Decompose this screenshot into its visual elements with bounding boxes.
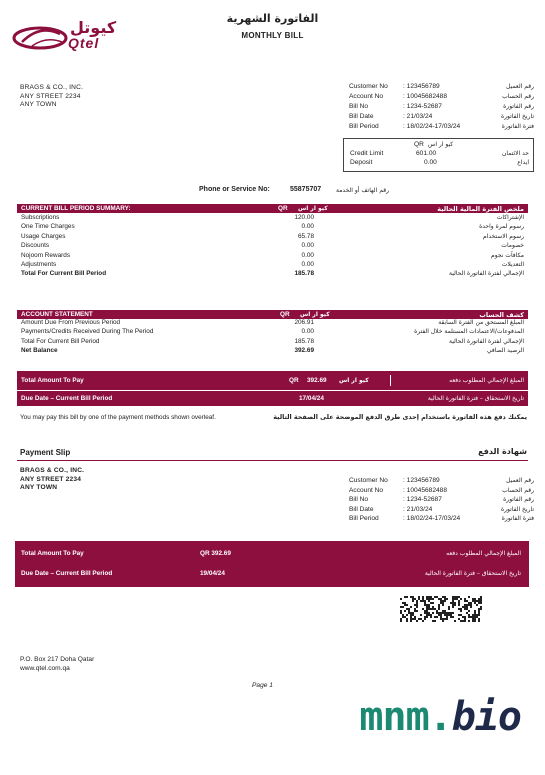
statement-net-balance-row bbox=[17, 347, 528, 356]
barcode-icon bbox=[400, 596, 482, 622]
statement-table bbox=[17, 319, 528, 357]
info-value: : 18/02/24-17/03/24 bbox=[403, 123, 461, 130]
summary-row bbox=[17, 223, 528, 232]
info-value: : 10045682488 bbox=[403, 93, 448, 100]
statement-row bbox=[17, 328, 528, 337]
info-label-ar: فترة الفاتورة bbox=[501, 515, 534, 523]
summary-label-ar: رسوم لمرة واحدة bbox=[479, 223, 524, 231]
summary-value: 0.00 bbox=[301, 260, 314, 268]
statement-value: 185.78 bbox=[294, 337, 314, 345]
divider-line bbox=[17, 460, 528, 461]
info-label: Bill Date bbox=[349, 113, 374, 120]
info-label-ar: رقم العميل bbox=[506, 83, 534, 90]
statement-label: Amount Due From Previous Period bbox=[21, 319, 121, 326]
summary-row bbox=[17, 242, 528, 251]
statement-header-currency: QR bbox=[280, 311, 290, 318]
deposit-value: 0.00 bbox=[424, 159, 437, 166]
summary-value: 120.00 bbox=[294, 214, 314, 221]
slip-due-label-ar: تاريخ الاستحقاق – فترة الفاتورة الحالية bbox=[424, 570, 521, 577]
summary-header-title: CURRENT BILL PERIOD SUMMARY: bbox=[21, 205, 131, 212]
info-label: Customer No bbox=[349, 83, 388, 90]
statement-header bbox=[17, 310, 528, 319]
slip-total-label-ar: المبلغ الإجمالي المطلوب دفعه bbox=[446, 550, 521, 557]
bill-title-arabic: الفاتورة الشهرية bbox=[226, 12, 319, 25]
info-value: : 10045682488 bbox=[403, 486, 448, 494]
statement-value: 206.91 bbox=[294, 319, 314, 326]
info-row bbox=[349, 93, 534, 103]
summary-label: Total For Current Bill Period bbox=[21, 270, 107, 278]
account-info bbox=[349, 83, 534, 133]
summary-label-ar: الإشتراكات bbox=[496, 214, 524, 221]
summary-label: Nojoom Rewards bbox=[21, 251, 71, 259]
summary-label-ar: خصومات bbox=[501, 242, 524, 250]
address-line: ANY STREET 2234 bbox=[20, 475, 82, 483]
phone-label-ar: رقم الهاتف أو الخدمة bbox=[336, 187, 389, 194]
summary-value: 0.00 bbox=[301, 242, 314, 250]
info-label-ar: رقم الفاتورة bbox=[503, 103, 534, 110]
summary-value: 0.00 bbox=[301, 251, 314, 259]
deposit-label: Deposit bbox=[350, 159, 373, 166]
total-amount-label: Total Amount To Pay bbox=[21, 377, 84, 384]
summary-header bbox=[17, 204, 528, 213]
due-date-band bbox=[17, 391, 528, 406]
summary-header-currency-ar: كيو ار اس bbox=[298, 205, 328, 212]
slip-account-info bbox=[349, 477, 534, 525]
statement-header-title: ACCOUNT STATEMENT bbox=[21, 311, 93, 318]
info-label-ar: تاريخ الفاتورة bbox=[500, 113, 534, 120]
summary-header-ar: ملخص الفترة المالية الحالية bbox=[437, 205, 524, 213]
slip-amount-panel bbox=[15, 541, 529, 587]
info-label-ar: تاريخ الفاتورة bbox=[500, 505, 534, 513]
credit-limit-label: Credit Limit bbox=[350, 150, 384, 157]
info-value: : 18/02/24-17/03/24 bbox=[403, 515, 461, 523]
summary-row bbox=[17, 252, 528, 261]
statement-value: 392.69 bbox=[294, 347, 314, 355]
info-label: Bill No bbox=[349, 103, 369, 110]
summary-row bbox=[17, 233, 528, 242]
summary-header-currency: QR bbox=[278, 205, 288, 212]
info-label: Bill No bbox=[349, 496, 369, 504]
payment-note: You may pay this bill by one of the payment methods shown overleaf. bbox=[20, 414, 216, 421]
slip-due-value: 19/04/24 bbox=[200, 570, 225, 577]
address-line: ANY TOWN bbox=[20, 484, 58, 491]
credit-limit-label-ar: حد الائتمان bbox=[501, 150, 529, 157]
total-amount-currency-ar: كيو ار اس bbox=[339, 377, 369, 384]
due-date-value: 17/04/24 bbox=[299, 395, 324, 402]
info-row bbox=[349, 515, 534, 525]
address-line: BRAGS & CO., INC. bbox=[20, 467, 85, 474]
statement-label-ar: المبلغ المستحق من الفترة السابقة bbox=[438, 319, 524, 326]
logo-arabic-text: كيوتل bbox=[70, 18, 117, 37]
info-label: Bill Period bbox=[349, 515, 379, 523]
statement-label: Total For Current Bill Period bbox=[21, 337, 100, 345]
statement-label: Net Balance bbox=[21, 347, 58, 355]
summary-label-ar: رسوم الاستخدام bbox=[483, 232, 524, 240]
info-row bbox=[349, 83, 534, 93]
address-line: ANY TOWN bbox=[20, 101, 57, 108]
summary-label: Discounts bbox=[21, 242, 50, 250]
summary-value: 0.00 bbox=[301, 223, 314, 231]
statement-label-ar: المدفوعات/الاعتمادات المستلمة خلال الفترة bbox=[414, 328, 524, 336]
statement-label: Payments/Credits Received During The Period bbox=[21, 328, 154, 336]
statement-header-currency-ar: كيو ار اس bbox=[300, 311, 330, 318]
total-amount-value: 392.69 bbox=[307, 377, 327, 384]
summary-label-ar: مكافآت نجوم bbox=[491, 251, 524, 259]
address-line: BRAGS & CO., INC. bbox=[20, 84, 84, 91]
info-label: Account No bbox=[349, 486, 384, 494]
summary-label: Subscriptions bbox=[21, 214, 60, 221]
logo-english-text: Qtel bbox=[68, 35, 100, 51]
summary-row bbox=[17, 261, 528, 270]
credit-currency: QR bbox=[414, 141, 424, 148]
statement-label-ar: الرصيد الصافي bbox=[486, 347, 524, 355]
page-number: Page 1 bbox=[252, 682, 273, 689]
customer-address bbox=[20, 84, 83, 110]
watermark-part2: bio bbox=[451, 694, 521, 740]
info-row bbox=[349, 123, 534, 133]
statement-value: 0.00 bbox=[301, 328, 314, 336]
info-row bbox=[349, 506, 534, 516]
address-line: ANY STREET 2234 bbox=[20, 92, 81, 100]
summary-label: Usage Charges bbox=[21, 232, 66, 240]
payment-slip-title-ar: شهادة الدفع bbox=[478, 447, 527, 456]
info-label: Bill Date bbox=[349, 505, 374, 513]
info-row bbox=[349, 477, 534, 487]
summary-label: Adjustments bbox=[21, 260, 57, 268]
total-amount-label-ar: المبلغ الإجمالي المطلوب دفعه bbox=[449, 377, 524, 384]
phone-label: Phone or Service No: bbox=[199, 186, 270, 193]
statement-label-ar: الإجمالي لفترة الفاتورة الحالية bbox=[449, 337, 524, 345]
credit-limit-value: 601.00 bbox=[416, 150, 437, 157]
summary-value: 185.78 bbox=[294, 270, 314, 278]
summary-table bbox=[17, 214, 528, 280]
statement-header-ar: كشف الحساب bbox=[479, 311, 524, 319]
summary-label-ar: التعديلات bbox=[501, 260, 524, 268]
info-row bbox=[349, 496, 534, 506]
info-label-ar: فترة الفاتورة bbox=[501, 123, 534, 130]
deposit-label-ar: ايداع bbox=[517, 159, 529, 166]
info-label: Account No bbox=[349, 93, 384, 100]
slip-due-label: Due Date – Current Bill Period bbox=[21, 570, 113, 577]
total-amount-band bbox=[17, 371, 528, 390]
due-date-label: Due Date – Current Bill Period bbox=[21, 395, 113, 402]
info-value: : 1234-52687 bbox=[403, 496, 442, 504]
slip-total-label: Total Amount To Pay bbox=[21, 550, 84, 557]
credit-currency-ar: كيو ار اس bbox=[428, 141, 454, 148]
info-label: Customer No bbox=[349, 477, 388, 484]
phone-number: 55875707 bbox=[290, 186, 322, 193]
info-label-ar: رقم الفاتورة bbox=[503, 496, 534, 504]
payment-note-ar: يمكنك دفع هذه الفاتورة باستخدام إحدى طرق الدفع الموضحة على الصفحة التالية bbox=[273, 413, 527, 421]
band-divider bbox=[390, 375, 391, 386]
info-label-ar: رقم الحساب bbox=[502, 93, 534, 100]
info-label: Bill Period bbox=[349, 123, 379, 130]
info-value: : 21/03/24 bbox=[403, 113, 433, 120]
watermark-part1: mnm. bbox=[359, 694, 452, 740]
website: www.qtel.com.qa bbox=[20, 665, 70, 672]
info-label-ar: رقم العميل bbox=[506, 477, 534, 484]
total-amount-currency: QR bbox=[289, 377, 299, 384]
info-value: : 21/03/24 bbox=[403, 505, 433, 513]
payment-slip-title: Payment Slip bbox=[20, 448, 71, 457]
info-value: : 1234-52687 bbox=[403, 103, 442, 110]
info-label-ar: رقم الحساب bbox=[502, 486, 534, 494]
summary-value: 65.78 bbox=[298, 232, 314, 240]
due-date-label-ar: تاريخ الاستحقاق – فترة الفاتورة الحالية bbox=[427, 395, 524, 402]
info-value: : 123456789 bbox=[403, 83, 440, 90]
credit-limit-box bbox=[343, 138, 534, 172]
info-row bbox=[349, 487, 534, 497]
info-row bbox=[349, 113, 534, 123]
watermark-logo bbox=[359, 694, 521, 740]
summary-row bbox=[17, 214, 528, 223]
statement-row bbox=[17, 338, 528, 347]
info-row bbox=[349, 103, 534, 113]
info-value: : 123456789 bbox=[403, 477, 440, 484]
bill-title: MONTHLY BILL bbox=[241, 31, 304, 40]
po-box: P.O. Box 217 Doha Qatar bbox=[20, 656, 95, 663]
summary-label: One Time Charges bbox=[21, 223, 75, 231]
summary-label-ar: الإجمالي لفترة الفاتورة الحالية bbox=[449, 270, 524, 278]
slip-address bbox=[20, 467, 84, 493]
slip-total-value: QR 392.69 bbox=[200, 550, 231, 557]
summary-total-row bbox=[17, 270, 528, 279]
statement-row bbox=[17, 319, 528, 328]
